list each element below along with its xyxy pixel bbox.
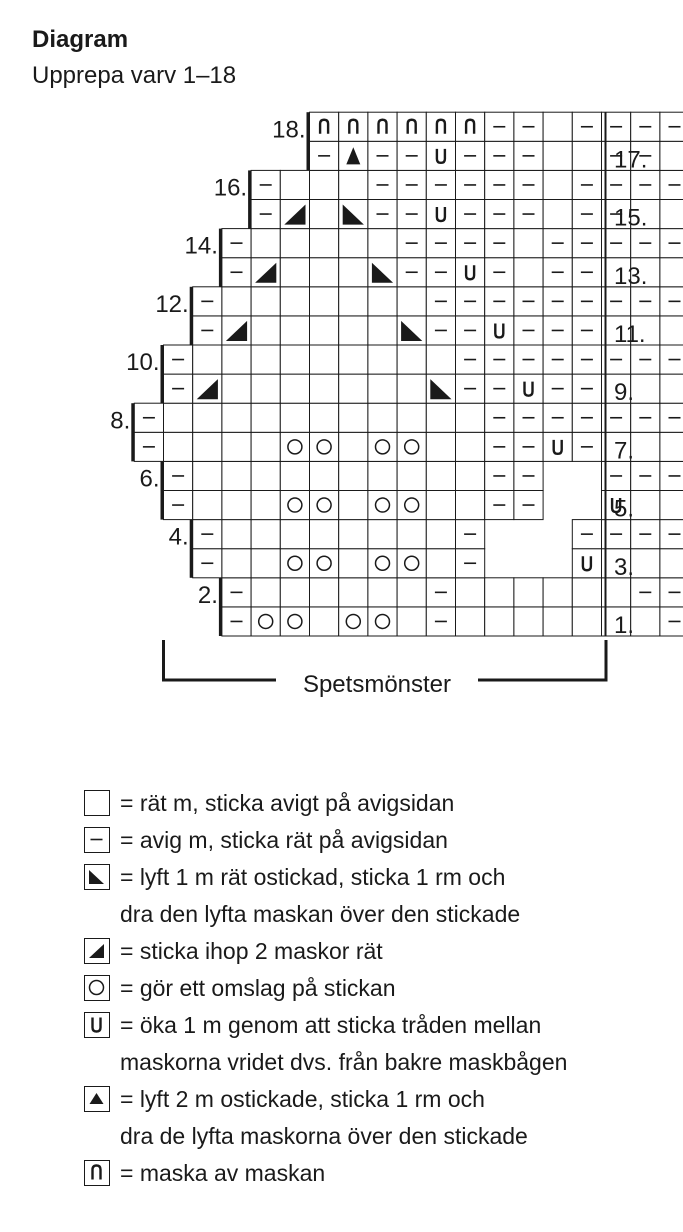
- chart-cell: [660, 374, 683, 403]
- slip-stitch-symbol: [93, 1166, 101, 1180]
- chart-cell: [660, 316, 683, 345]
- chart-cell: [426, 345, 455, 374]
- chart-cell: [456, 578, 485, 607]
- chart-cell: [543, 170, 572, 199]
- chart-cell: [397, 112, 426, 141]
- diagram-title: Diagram: [32, 26, 129, 53]
- chart-cell: [310, 578, 339, 607]
- chart-cell: [426, 461, 455, 490]
- chart-cell: [280, 229, 309, 258]
- chart-cell: [368, 607, 397, 636]
- k2tog-key-icon: [84, 938, 110, 964]
- chart-cell: [339, 374, 368, 403]
- chart-cell: [310, 403, 339, 432]
- chart-cell: [456, 491, 485, 520]
- chart-cell: [426, 403, 455, 432]
- chart-cell: [368, 549, 397, 578]
- chart-cell: [660, 258, 683, 287]
- chart-cell: [222, 520, 251, 549]
- row-number-left: 18.: [272, 116, 306, 144]
- chart-cell: [397, 549, 426, 578]
- row-number-right: 15.: [614, 204, 648, 232]
- chart-cell: [339, 170, 368, 199]
- chart-cell: [193, 491, 222, 520]
- chart-cell: [368, 112, 397, 141]
- chart-cell: [426, 432, 455, 461]
- chart-cell: [280, 520, 309, 549]
- double-decrease-symbol: [90, 1093, 104, 1104]
- legend-item-ssk: [84, 859, 520, 933]
- chart-cell: [280, 316, 309, 345]
- legend-item-empty: [84, 785, 454, 822]
- chart-cell: [514, 578, 543, 607]
- chart-cell: [310, 607, 339, 636]
- chart-cell: [310, 520, 339, 549]
- row-number-left: 16.: [213, 174, 248, 202]
- chart-cell: [339, 432, 368, 461]
- chart-cell: [193, 403, 222, 432]
- chart-cell: [251, 229, 280, 258]
- chart-cell: [397, 432, 426, 461]
- chart-cell: [660, 549, 683, 578]
- chart-cell: [368, 461, 397, 490]
- circle-key-icon: [84, 975, 110, 1001]
- chart-cell: [339, 607, 368, 636]
- chart-cell: [339, 461, 368, 490]
- chart-cell: [572, 141, 601, 170]
- chart-cell: [426, 200, 455, 229]
- row-number-right: 5.: [614, 495, 635, 523]
- chart-cell: [310, 316, 339, 345]
- chart-cell: [368, 229, 397, 258]
- chart-cell: [397, 403, 426, 432]
- chart-cell: [397, 287, 426, 316]
- legend-item-n: [84, 1155, 325, 1192]
- legend-item-u: [84, 1007, 567, 1081]
- chart-cell: [280, 607, 309, 636]
- row-number-left: 8.: [110, 407, 131, 435]
- empty-key-icon: [84, 790, 110, 816]
- chart-cell: [660, 141, 683, 170]
- chart-cell: [280, 287, 309, 316]
- chart-cell: [514, 374, 543, 403]
- chart-cell: [631, 432, 660, 461]
- legend-item-circle: [84, 970, 396, 1007]
- chart-cell: [280, 345, 309, 374]
- chart-cell: [368, 374, 397, 403]
- chart-cell: [339, 229, 368, 258]
- legend-text: = rät m, sticka avigt på avigsidan: [120, 790, 455, 816]
- chart-cell: [251, 461, 280, 490]
- row-number-right: 11.: [614, 321, 646, 348]
- chart-cell: [310, 374, 339, 403]
- chart-cell: [222, 374, 251, 403]
- chart-cell: [310, 200, 339, 229]
- yarn-over-symbol: [90, 981, 104, 995]
- pattern-bracket: [164, 640, 607, 698]
- chart-cell: [485, 316, 514, 345]
- chart-cell: [368, 316, 397, 345]
- diagram-subtitle: Upprepa varv 1–18: [32, 62, 237, 89]
- chart-cell: [456, 403, 485, 432]
- chart-cell: [310, 229, 339, 258]
- chart-cell: [339, 316, 368, 345]
- chart-cell: [339, 112, 368, 141]
- ssk-symbol: [89, 870, 104, 884]
- chart-cell: [631, 607, 660, 636]
- chart-cell: [280, 549, 309, 578]
- chart-cell: [164, 432, 193, 461]
- chart-cell: [339, 345, 368, 374]
- chart-cell: [280, 170, 309, 199]
- legend-item-k2tog: [84, 933, 383, 970]
- row-number-left: 6.: [139, 465, 160, 493]
- chart-cell: [251, 491, 280, 520]
- chart-cell: [426, 491, 455, 520]
- chart-cell: [456, 607, 485, 636]
- chart-cell: [456, 112, 485, 141]
- chart-cell: [280, 461, 309, 490]
- legend-text: = avig m, sticka rät på avigsidan: [120, 827, 448, 853]
- row-number-right: 7.: [614, 437, 635, 465]
- chart-cell: [543, 432, 572, 461]
- n-key-icon: [84, 1160, 110, 1186]
- chart-cell: [543, 112, 572, 141]
- chart-cell: [280, 258, 309, 287]
- chart-cell: [456, 258, 485, 287]
- chart-cell: [368, 403, 397, 432]
- chart-cell: [310, 112, 339, 141]
- chart-cell: [572, 578, 601, 607]
- chart-cell: [222, 549, 251, 578]
- chart-cell: [251, 578, 280, 607]
- chart-cell: [251, 403, 280, 432]
- row-number-right: 9.: [614, 379, 635, 407]
- chart-cell: [251, 287, 280, 316]
- chart-cell: [193, 432, 222, 461]
- chart-cell: [631, 549, 660, 578]
- chart-cell: [193, 461, 222, 490]
- chart-cell: [251, 520, 280, 549]
- row-number-left: 14.: [184, 232, 218, 260]
- chart-cell: [339, 578, 368, 607]
- chart-cell: [310, 170, 339, 199]
- chart-cell: [456, 432, 485, 461]
- legend-text: = gör ett omslag på stickan: [120, 975, 396, 1001]
- legend-item-triangle: [84, 1081, 528, 1155]
- chart-cell: [426, 141, 455, 170]
- chart-cell: [426, 549, 455, 578]
- chart-cell: [310, 549, 339, 578]
- row-number-right: 3.: [614, 553, 635, 581]
- chart-cell: [397, 374, 426, 403]
- chart-cell: [514, 229, 543, 258]
- chart-cell: [310, 491, 339, 520]
- chart-cell: [397, 461, 426, 490]
- chart-cell: [456, 461, 485, 490]
- chart-cell: [339, 403, 368, 432]
- chart-cell: [251, 549, 280, 578]
- chart-cell: [543, 141, 572, 170]
- chart-cell: [426, 112, 455, 141]
- chart-cell: [280, 578, 309, 607]
- dash-key-icon: [84, 827, 110, 853]
- legend-text: = maska av maskan: [120, 1160, 326, 1186]
- chart-cell: [222, 432, 251, 461]
- chart-cell: [193, 345, 222, 374]
- pattern-label: Spetsmönster: [302, 671, 452, 698]
- chart-cell: [339, 520, 368, 549]
- chart-cell: [222, 491, 251, 520]
- chart-cell: [514, 258, 543, 287]
- chart-cell: [485, 578, 514, 607]
- chart-cell: [660, 200, 683, 229]
- triangle-key-icon: [84, 1086, 110, 1112]
- row-number-left: 2.: [197, 581, 218, 609]
- row-number-left: 10.: [126, 349, 160, 377]
- chart-cell: [310, 345, 339, 374]
- row-number-left: 4.: [168, 523, 189, 551]
- chart-cell: [543, 607, 572, 636]
- chart-cell: [251, 345, 280, 374]
- chart-cell: [222, 287, 251, 316]
- row-number-right: 1.: [614, 612, 635, 639]
- chart-cell: [339, 258, 368, 287]
- chart-cell: [222, 461, 251, 490]
- chart-cell: [572, 607, 601, 636]
- chart-cell: [426, 520, 455, 549]
- chart-cell: [397, 491, 426, 520]
- increase-symbol: [93, 1018, 101, 1032]
- legend-text: = lyft 1 m rät ostickad, sticka 1 rm och dra den lyfta maskan över den stickade: [120, 864, 521, 927]
- legend-text: = lyft 2 m ostickade, sticka 1 rm och dra de lyfta maskorna över den stickade: [120, 1086, 528, 1149]
- chart-cell: [368, 578, 397, 607]
- k2tog-symbol: [89, 944, 104, 958]
- chart-cell: [514, 607, 543, 636]
- chart-cell: [339, 491, 368, 520]
- chart-cell: [280, 403, 309, 432]
- chart-cell: [280, 374, 309, 403]
- chart-cell: [368, 287, 397, 316]
- chart-cell: [397, 607, 426, 636]
- chart-cell: [368, 345, 397, 374]
- row-number-right: 17.: [614, 146, 648, 174]
- chart-cell: [339, 549, 368, 578]
- chart-cell: [251, 316, 280, 345]
- legend-text: = sticka ihop 2 maskor rät: [120, 938, 383, 964]
- chart-cell: [251, 374, 280, 403]
- chart-cell: [397, 578, 426, 607]
- chart-cell: [485, 607, 514, 636]
- row-number-left: 12.: [155, 290, 189, 318]
- chart-cell: [368, 491, 397, 520]
- chart-cell: [164, 403, 193, 432]
- chart-cell: [660, 432, 683, 461]
- ssk-key-icon: [84, 864, 110, 890]
- chart-cell: [572, 549, 601, 578]
- chart-cell: [339, 287, 368, 316]
- chart-cell: [543, 200, 572, 229]
- chart-cell: [310, 258, 339, 287]
- chart-cell: [368, 432, 397, 461]
- chart-cell: [280, 432, 309, 461]
- chart-cell: [310, 461, 339, 490]
- chart-cell: [280, 491, 309, 520]
- chart-cell: [397, 345, 426, 374]
- chart-cell: [222, 345, 251, 374]
- chart-cell: [543, 578, 572, 607]
- legend-item-dash: [84, 822, 448, 859]
- chart-cell: [310, 287, 339, 316]
- chart-cell: [631, 491, 660, 520]
- chart-cell: [222, 403, 251, 432]
- chart-cell: [310, 432, 339, 461]
- chart-cell: [251, 432, 280, 461]
- chart-cell: [631, 374, 660, 403]
- chart-cell: [368, 520, 397, 549]
- chart-cell: [251, 607, 280, 636]
- chart-cell: [397, 520, 426, 549]
- u-key-icon: [84, 1012, 110, 1038]
- row-number-right: 13.: [614, 262, 648, 290]
- chart-cell: [660, 491, 683, 520]
- legend-text: = öka 1 m genom att sticka tråden mellan maskorna vridet dvs. från bakre maskbågen: [120, 1012, 568, 1075]
